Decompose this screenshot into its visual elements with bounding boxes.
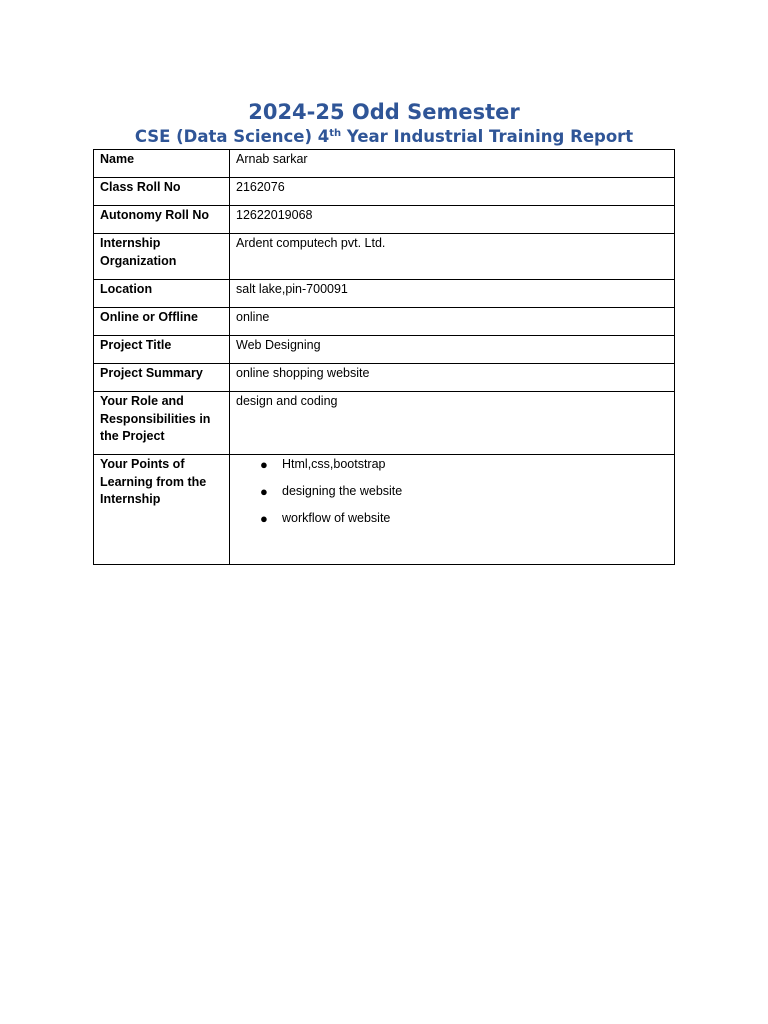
list-item-text: Html,css,bootstrap <box>282 457 386 471</box>
table-row-learning <box>94 455 675 565</box>
row-label: Class Roll No <box>94 178 230 206</box>
list-item <box>236 483 668 501</box>
table-row-project-summary <box>94 364 675 392</box>
list-item <box>236 510 668 528</box>
table-row-class-roll <box>94 178 675 206</box>
table-row-organization <box>94 234 675 280</box>
row-label: Online or Offline <box>94 308 230 336</box>
table-row-mode <box>94 308 675 336</box>
bullet-icon: ● <box>260 457 268 472</box>
row-value-list <box>230 455 675 565</box>
row-label: Name <box>94 150 230 178</box>
row-value: design and coding <box>230 392 675 455</box>
list-item-text: designing the website <box>282 484 403 498</box>
table-row-role <box>94 392 675 455</box>
document-subtitle <box>0 126 768 148</box>
document-title: 2024-25 Odd Semester <box>248 100 520 124</box>
bullet-icon: ● <box>260 511 268 526</box>
list-item <box>236 456 668 474</box>
row-value: Arnab sarkar <box>230 150 675 178</box>
row-value: online <box>230 308 675 336</box>
row-label: Your Role and Responsibilities in the Project <box>94 392 230 455</box>
row-label: Autonomy Roll No <box>94 206 230 234</box>
row-label: Project Title <box>94 336 230 364</box>
table-row-autonomy-roll <box>94 206 675 234</box>
table-row-location <box>94 280 675 308</box>
row-label: Your Points of Learning from the Internship <box>94 455 230 565</box>
row-value: Ardent computech pvt. Ltd. <box>230 234 675 280</box>
row-label: Internship Organization <box>94 234 230 280</box>
row-label: Location <box>94 280 230 308</box>
list-item-text: workflow of website <box>282 511 391 525</box>
bullet-icon: ● <box>260 484 268 499</box>
subtitle-superscript: th <box>329 128 342 139</box>
row-value: online shopping website <box>230 364 675 392</box>
row-value: 2162076 <box>230 178 675 206</box>
report-table <box>93 149 675 565</box>
subtitle-text-end: Year Industrial Training Report <box>341 127 634 146</box>
learning-points-list <box>236 456 668 528</box>
row-value: Web Designing <box>230 336 675 364</box>
row-value: 12622019068 <box>230 206 675 234</box>
subtitle-text-start: CSE (Data Science) 4 <box>134 127 330 146</box>
table-row-name <box>94 150 675 178</box>
row-value: salt lake,pin-700091 <box>230 280 675 308</box>
table-row-project-title <box>94 336 675 364</box>
row-label: Project Summary <box>94 364 230 392</box>
